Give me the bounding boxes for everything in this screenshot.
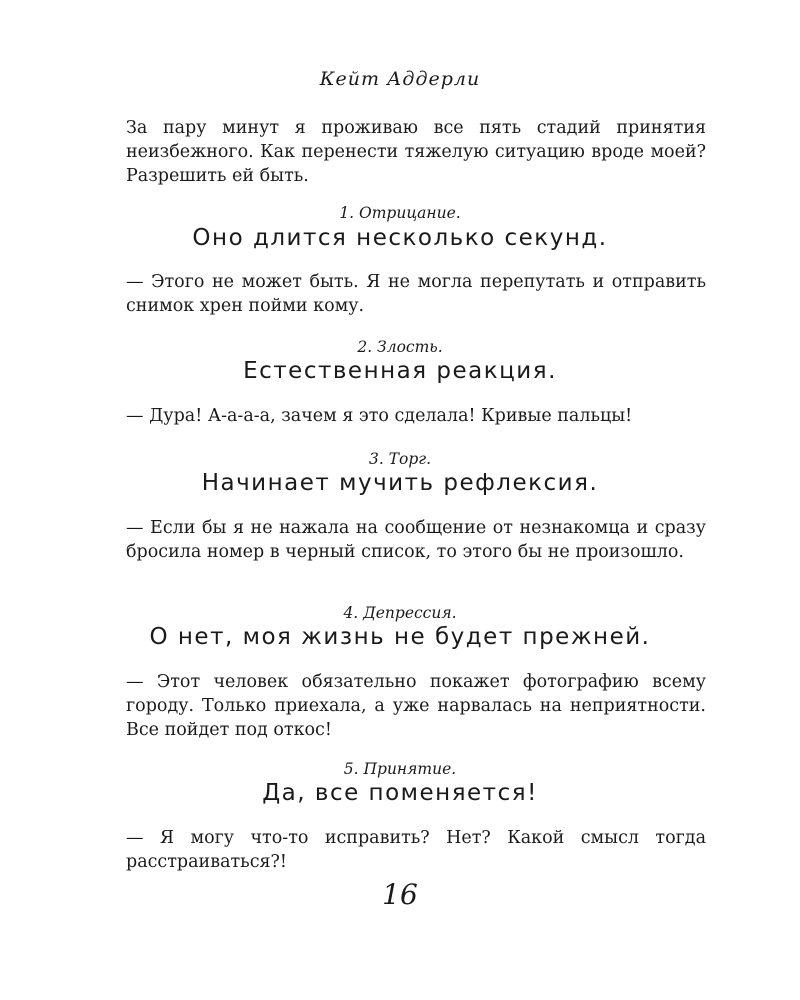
- stage-3-label: 3. Торг.: [368, 450, 432, 468]
- stage-4-label: 4. Депрессия.: [343, 604, 457, 622]
- stage-1-heading: Оно длится несколько секунд.: [192, 225, 608, 251]
- running-head: Кейт Аддерли: [319, 68, 481, 90]
- stage-2-text: — Дура! А-а-а-а, зачем я это сделала! Кривые пальцы!: [126, 406, 633, 426]
- intro-paragraph: За пару минут я проживаю все пять стадий принятия неизбежного. Как перенести тяжелую ситуацию вроде моей? Разрешить ей быть.: [126, 118, 706, 186]
- page-number: 16: [382, 878, 418, 911]
- stage-4-heading: О нет, моя жизнь не будет прежней.: [149, 624, 651, 650]
- stage-3-heading: Начинает мучить рефлексия.: [201, 470, 599, 496]
- stage-2-label: 2. Злость.: [357, 338, 443, 356]
- stage-5-heading: Да, все поменяется!: [262, 780, 538, 806]
- stage-5-label: 5. Принятие.: [343, 760, 457, 778]
- stage-5-text: — Я могу что-то исправить? Нет? Какой смысл тогда расстраиваться?!: [126, 828, 706, 872]
- stage-1-label: 1. Отрицание.: [339, 204, 461, 222]
- stage-2-heading: Естественная реакция.: [243, 358, 557, 384]
- stage-1-text: — Этого не может быть. Я не могла перепутать и отправить снимок хрен пойми кому.: [126, 272, 706, 316]
- stage-3-text: — Если бы я не нажала на сообщение от незнакомца и сразу бросила номер в черный список, то этого бы не произошло.: [126, 518, 706, 562]
- stage-4-text: — Этот человек обязательно покажет фотографию всему городу. Только приехала, а уже нарвалась на неприятности. Все пойдет под откос!: [126, 672, 706, 740]
